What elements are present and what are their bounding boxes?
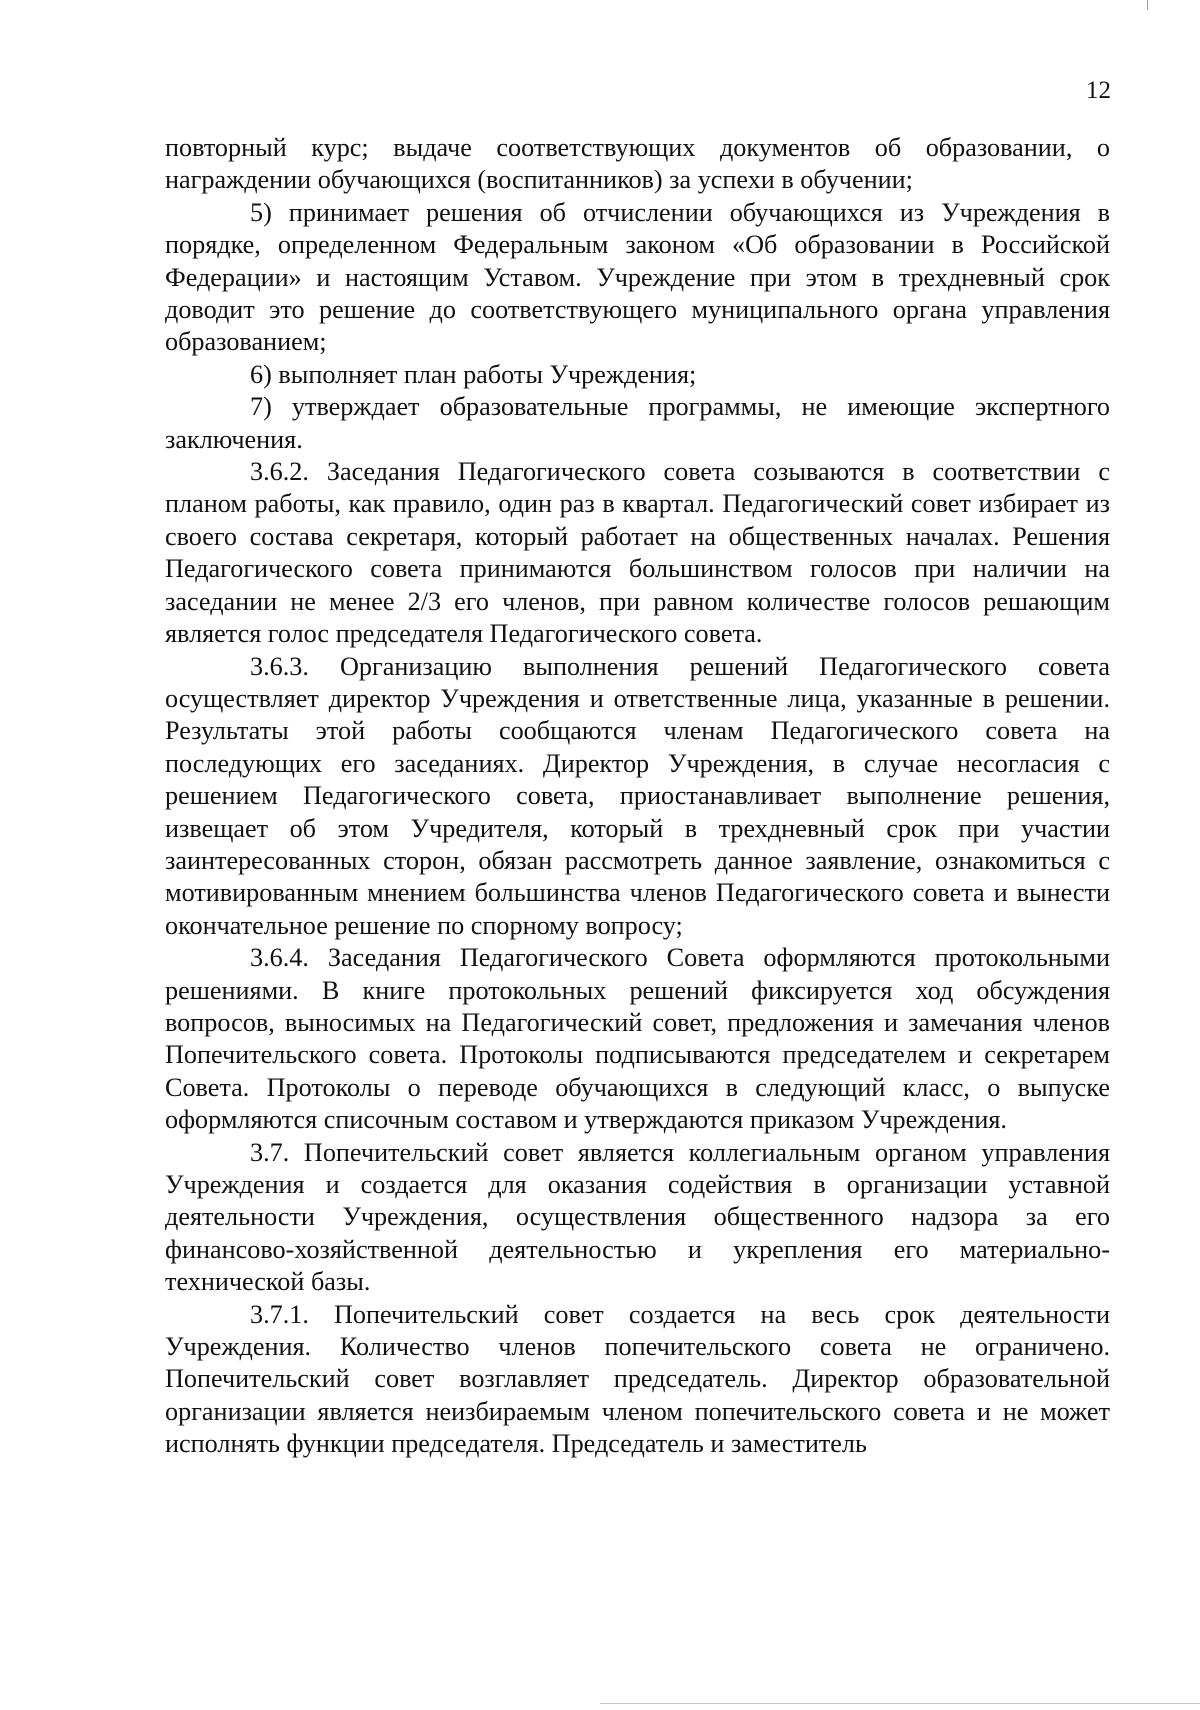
document-body <box>165 132 1110 1461</box>
paragraph-continuation: повторный курс; выдаче соответствующих документов об образовании, о награждении обучающихся (воспитанников) за успехи в обучении; <box>165 133 1110 195</box>
scan-artifact-line <box>600 1703 1200 1704</box>
paragraph-3-6-2: 3.6.2. Заседания Педагогического совета созываются в соответствии с планом работы, как правило, один раз в квартал. Педагогический совет избирает из своего состава секретаря, который работает на общественных началах. Решения Педагогического совета принимаются большинством голосов при наличии на заседании не менее 2/3 его членов, при равном количестве голосов решающим является голос председателя Педагогического совета. <box>165 457 1110 649</box>
scan-artifact <box>1147 0 1148 10</box>
paragraph-3-7: 3.7. Попечительский совет является коллегиальным органом управления Учреждения и создается для оказания содействия в организации уставной деятельности Учреждения, осуществления общественного надзора за его финансово-хозяйственной деятельностью и укрепления его материально-технической базы. <box>165 1137 1110 1297</box>
paragraph-item-6: 6) выполняет план работы Учреждения; <box>250 359 697 389</box>
paragraph-3-6-3: 3.6.3. Организацию выполнения решений Педагогического совета осуществляет директор Учреждения и ответственные лица, указанные в решении. Результаты этой работы сообщаются членам Педагогического совета на последующих его заседаниях. Директор Учреждения, в случае несогласия с решением Педагогического совета, приостанавливает выполнение решения, извещает об этом Учредителя, который в трехдневный срок при участии заинтересованных сторон, обязан рассмотреть данное заявление, ознакомиться с мотивированным мнением большинства членов Педагогического совета и вынести окончательное решение по спорному вопросу; <box>165 651 1110 940</box>
paragraph-3-6-4: 3.6.4. Заседания Педагогического Совета оформляются протокольными решениями. В книге протокольных решений фиксируется ход обсуждения вопросов, выносимых на Педагогический совет, предложения и замечания членов Попечительского совета. Протоколы подписываются председателем и секретарем Совета. Протоколы о переводе обучающихся в следующий класс, о выпуске оформляются списочным составом и утверждаются приказом Учреждения. <box>165 943 1110 1135</box>
paragraph-3-7-1: 3.7.1. Попечительский совет создается на весь срок деятельности Учреждения. Количество членов попечительского совета не ограничено. Попечительский совет возглавляет председатель. Директор образовательной организации является неизбираемым членом попечительского совета и не может исполнять функции председателя. Председатель и заместитель <box>165 1299 1110 1459</box>
page-number: 12 <box>1086 77 1111 104</box>
paragraph-item-7: 7) утверждает образовательные программы, не имеющие экспертного заключения. <box>165 392 1110 454</box>
paragraph-item-5: 5) принимает решения об отчислении обучающихся из Учреждения в порядке, определенном Федеральным законом «Об образовании в Российской Федерации» и настоящим Уставом. Учреждение при этом в трехдневный срок доводит это решение до соответствующего муниципального органа управления образованием; <box>165 197 1110 357</box>
